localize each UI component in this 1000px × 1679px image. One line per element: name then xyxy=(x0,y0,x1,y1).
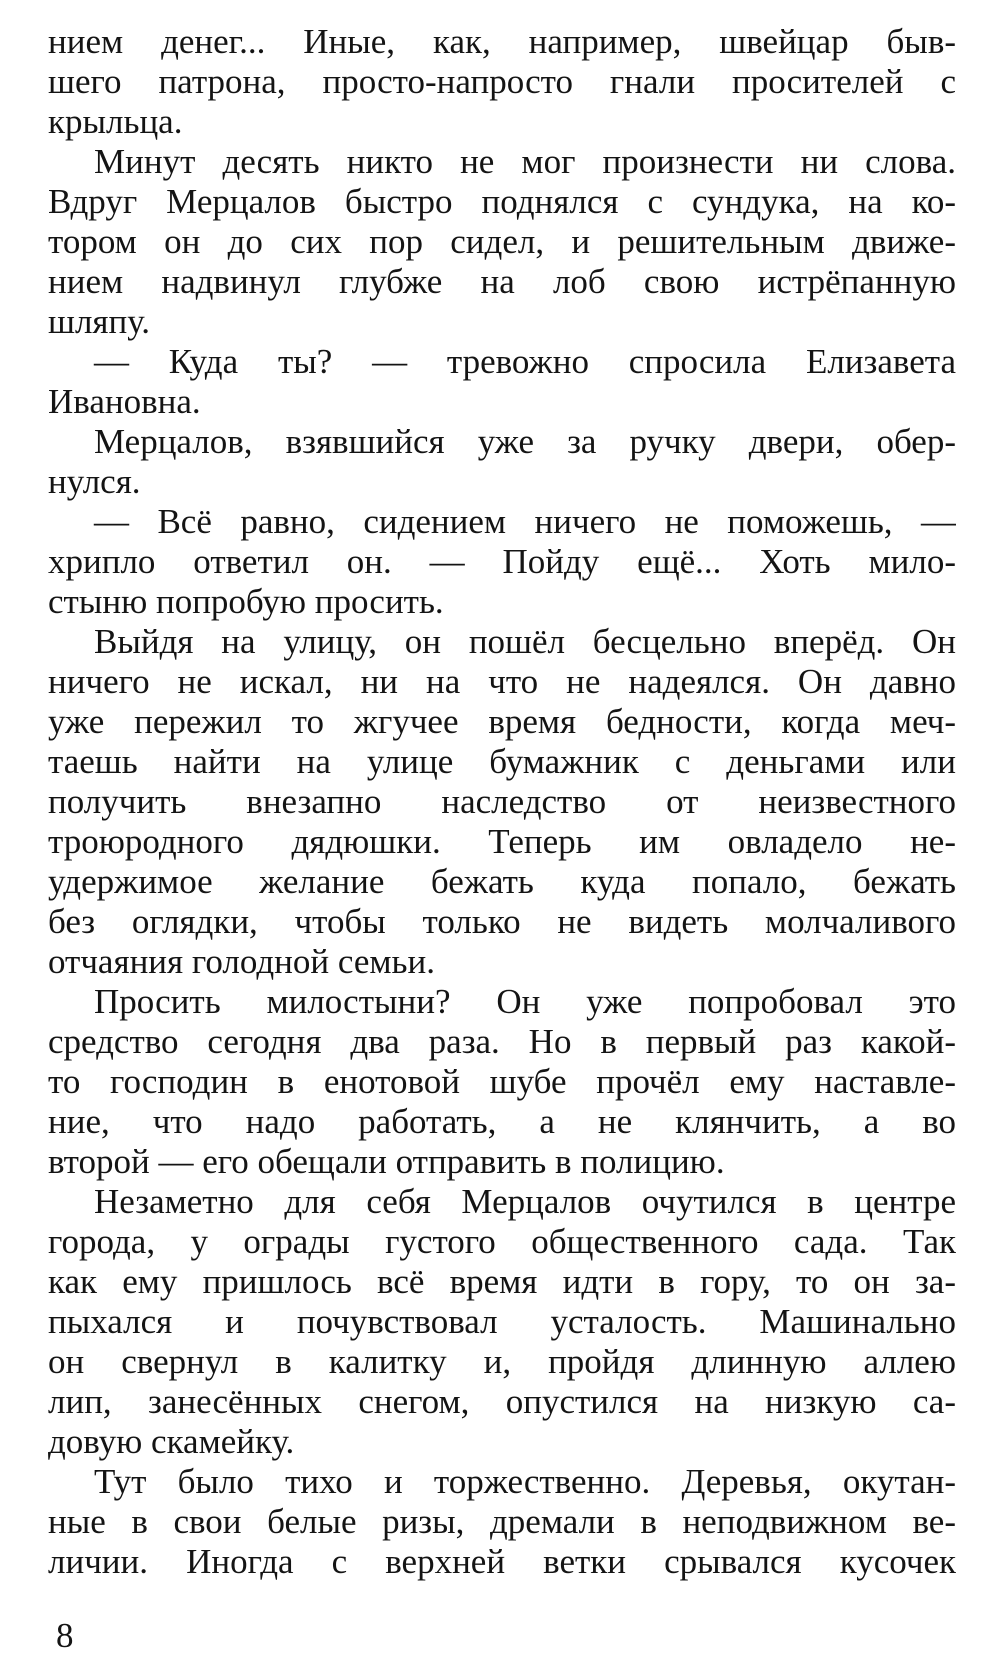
text-line: тором он до сих пор сидел, и решительным движе- xyxy=(48,222,956,261)
text-line: то господин в енотовой шубе прочёл ему наставле- xyxy=(48,1062,956,1101)
text-line: троюродного дядюшки. Теперь им овладело не- xyxy=(48,822,956,861)
text-line: шего патрона, просто-напросто гнали просителей с xyxy=(48,62,956,101)
text-line: уже пережил то жгучее время бедности, когда меч- xyxy=(48,702,956,741)
text-line: удержимое желание бежать куда попало, бежать xyxy=(48,862,956,901)
text-line: довую скамейку. xyxy=(48,1422,295,1461)
text-line: нулся. xyxy=(48,462,141,501)
text-line: Незаметно для себя Мерцалов очутился в центре xyxy=(94,1182,956,1221)
text-line: нием надвинул глубже на лоб свою истрёпанную xyxy=(48,262,956,301)
text-line: Тут было тихо и торжественно. Деревья, окутан- xyxy=(94,1462,956,1501)
text-line: пыхался и почувствовал усталость. Машинально xyxy=(48,1302,956,1341)
text-line: хрипло ответил он. — Пойду ещё... Хоть мило- xyxy=(48,542,956,581)
text-line: Минут десять никто не мог произнести ни слова. xyxy=(94,142,956,181)
text-line: без оглядки, чтобы только не видеть молчаливого xyxy=(48,902,956,941)
text-line: — Всё равно, сидением ничего не поможешь, — xyxy=(94,502,956,541)
text-line: отчаяния голодной семьи. xyxy=(48,942,435,981)
text-line: Вдруг Мерцалов быстро поднялся с сундука, на ко- xyxy=(48,182,956,221)
text-line: он свернул в калитку и, пройдя длинную аллею xyxy=(48,1342,956,1381)
text-line: ничего не искал, ни на что не надеялся. Он давно xyxy=(48,662,956,701)
text-line: личии. Иногда с верхней ветки срывался кусочек xyxy=(48,1542,956,1581)
text-line: нием денег... Иные, как, например, швейцар быв- xyxy=(48,22,956,61)
text-line: Выйдя на улицу, он пошёл бесцельно вперёд. Он xyxy=(94,622,956,661)
text-line: стыню попробую просить. xyxy=(48,582,444,621)
text-line: крыльца. xyxy=(48,102,183,141)
text-line: шляпу. xyxy=(48,302,150,341)
text-line: ные в свои белые ризы, дремали в неподвижном ве- xyxy=(48,1502,956,1541)
text-line: города, у ограды густого общественного сада. Так xyxy=(48,1222,956,1261)
text-line: второй — его обещали отправить в полицию. xyxy=(48,1142,725,1181)
text-line: как ему пришлось всё время идти в гору, то он за- xyxy=(48,1262,956,1301)
text-line: средство сегодня два раза. Но в первый раз какой- xyxy=(48,1022,956,1061)
text-line: — Куда ты? — тревожно спросила Елизавета xyxy=(94,342,956,381)
text-line: лип, занесённых снегом, опустился на низкую са- xyxy=(48,1382,956,1421)
text-line: ние, что надо работать, а не клянчить, а во xyxy=(48,1102,956,1141)
body-text xyxy=(48,22,956,1582)
text-line: Мерцалов, взявшийся уже за ручку двери, обер- xyxy=(94,422,956,461)
page-number: 8 xyxy=(56,1616,74,1655)
text-line: получить внезапно наследство от неизвестного xyxy=(48,782,956,821)
text-line: Ивановна. xyxy=(48,382,201,421)
text-line: Просить милостыни? Он уже попробовал это xyxy=(94,982,956,1021)
text-line: таешь найти на улице бумажник с деньгами или xyxy=(48,742,956,781)
